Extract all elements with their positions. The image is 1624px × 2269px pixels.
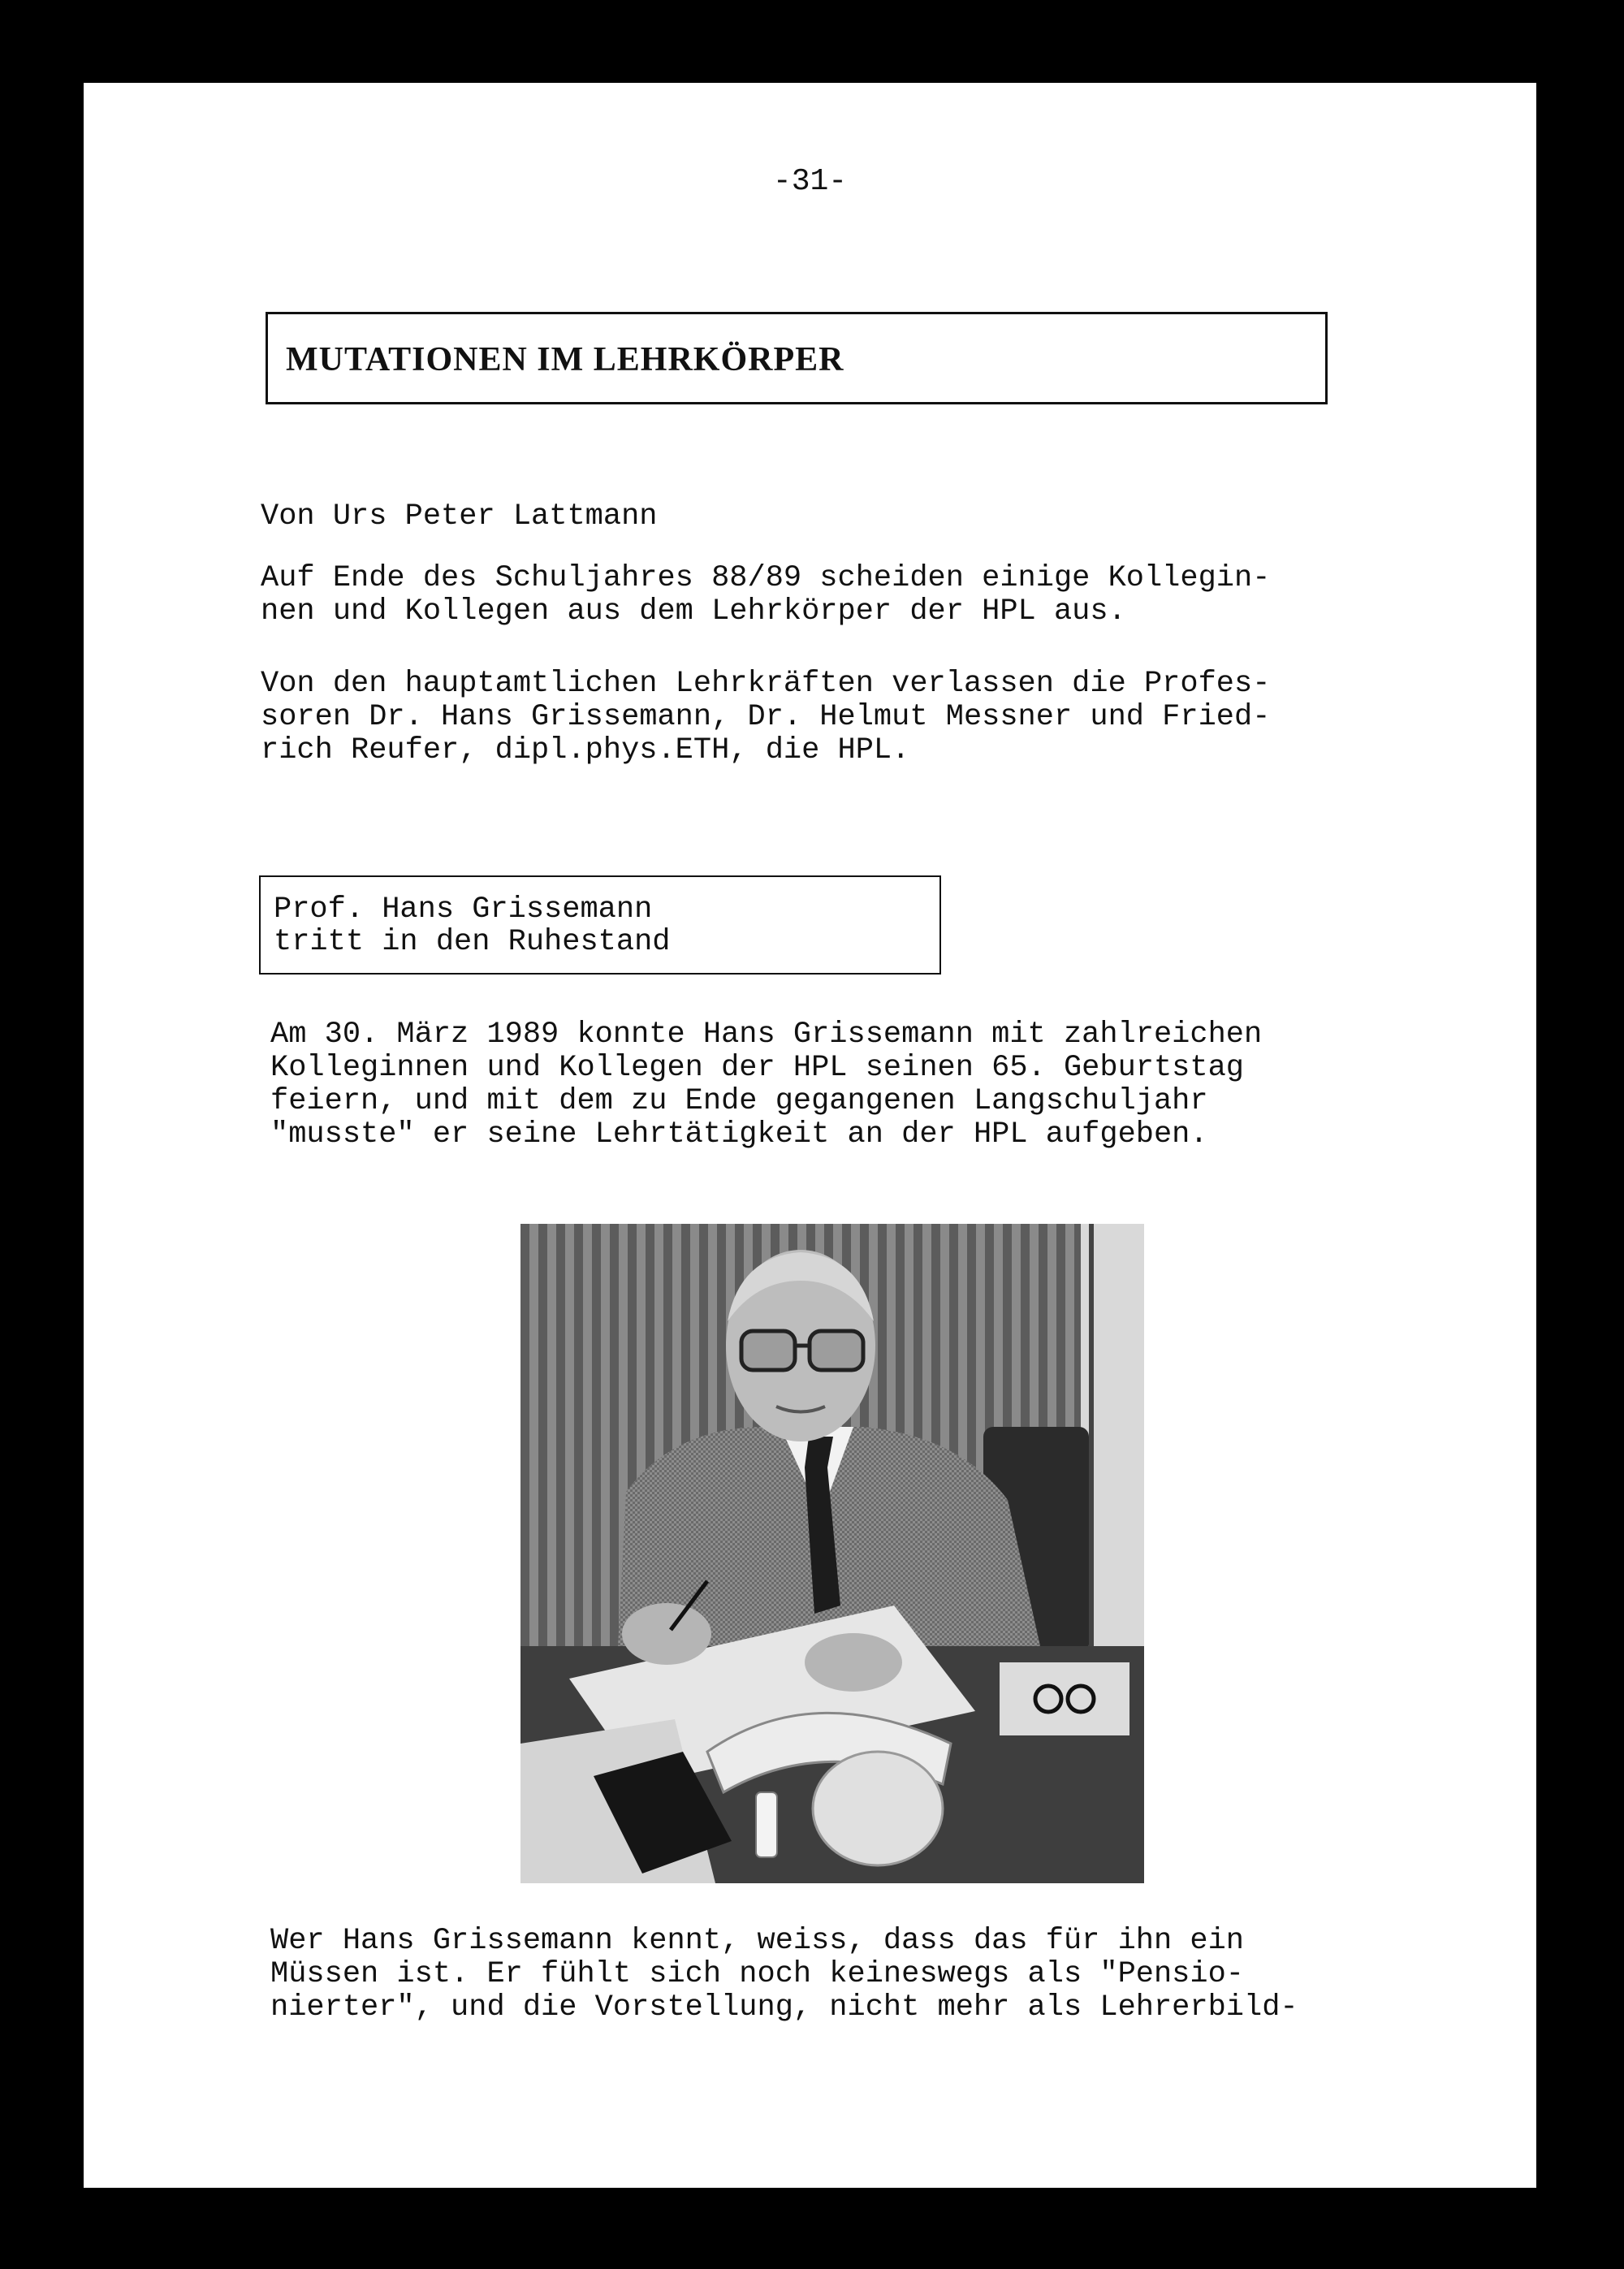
page-title: MUTATIONEN IM LEHRKÖRPER (286, 341, 844, 378)
subhead-line: tritt in den Ruhestand (274, 925, 671, 959)
paragraph-line: rich Reufer, dipl.phys.ETH, die HPL. (261, 733, 910, 767)
paragraph-departures (261, 668, 1270, 767)
title-box (266, 312, 1328, 404)
paragraph-line: Am 30. März 1989 konnte Hans Grissemann mit zahlreichen (270, 1018, 1263, 1052)
subhead-box (259, 875, 941, 975)
paragraph-line: Wer Hans Grissemann kennt, weiss, dass das für ihn ein (270, 1924, 1244, 1958)
paragraph-closing (270, 1925, 1298, 2025)
paragraph-line: Von den hauptamtlichen Lehrkräften verlassen die Profes- (261, 667, 1271, 701)
paragraph-line: Kolleginnen und Kollegen der HPL seinen 65. Geburtstag (270, 1051, 1244, 1085)
paragraph-birthday (270, 1018, 1262, 1152)
paragraph-intro (261, 562, 1270, 629)
page-number: -31- (772, 164, 848, 199)
paragraph-line: feiern, und mit dem zu Ende gegangenen Langschuljahr (270, 1084, 1208, 1118)
paragraph-line: nierter", und die Vorstellung, nicht mehr als Lehrerbild- (270, 1990, 1298, 2025)
document-page (84, 83, 1536, 2188)
paragraph-line: Müssen ist. Er fühlt sich noch keineswegs als "Pensio- (270, 1957, 1244, 1991)
author-line: Von Urs Peter Lattmann (261, 499, 658, 534)
subhead-line: Prof. Hans Grissemann (274, 892, 653, 927)
paragraph-line: Auf Ende des Schuljahres 88/89 scheiden einige Kollegin- (261, 561, 1271, 595)
paragraph-line: soren Dr. Hans Grissemann, Dr. Helmut Messner und Fried- (261, 700, 1271, 734)
portrait-photo-icon (520, 1224, 1144, 1883)
paragraph-line: "musste" er seine Lehrtätigkeit an der HPL aufgeben. (270, 1117, 1208, 1152)
paragraph-line: nen und Kollegen aus dem Lehrkörper der HPL aus. (261, 594, 1126, 629)
